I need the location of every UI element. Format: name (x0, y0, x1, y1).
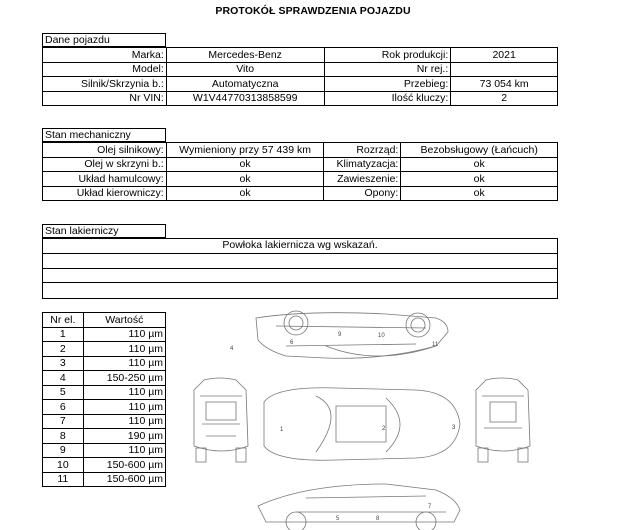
paint-line (43, 254, 557, 269)
table-row (43, 186, 558, 201)
mechanical-table (42, 142, 558, 201)
row-value: Mercedes-Benz (166, 48, 324, 63)
element-number: 11 (43, 472, 84, 487)
element-thickness: 110 µm (83, 356, 165, 371)
table-row (43, 371, 166, 386)
table-row (43, 472, 166, 487)
row-value-2: 2 (451, 91, 558, 106)
row-label: Olej silnikowy: (43, 143, 167, 158)
part-number-2: 2 (382, 426, 386, 432)
car-rear-view (476, 378, 530, 462)
element-number: 7 (43, 414, 84, 429)
car-plan-view (264, 388, 460, 460)
element-number: 4 (43, 371, 84, 386)
paint-notes-box (42, 238, 558, 299)
page-title: PROTOKÓŁ SPRAWDZENIA POJAZDU (215, 5, 411, 17)
row-label: Olej w skrzyni b.: (43, 157, 167, 172)
element-thickness: 150-600 µm (83, 458, 165, 473)
row-value: Wymieniony przy 57 439 km (166, 143, 324, 158)
row-label: Marka: (43, 48, 167, 63)
row-value: ok (166, 157, 324, 172)
row-value: W1V44770313858599 (166, 91, 324, 106)
table-row (43, 443, 166, 458)
table-row (43, 429, 166, 444)
element-number: 3 (43, 356, 84, 371)
mechanical-section-label: Stan mechaniczny (42, 128, 166, 142)
row-value: ok (166, 186, 324, 201)
part-number-6: 6 (290, 340, 294, 346)
table-row (43, 143, 558, 158)
element-number: 5 (43, 385, 84, 400)
table-row (43, 77, 558, 92)
table-row (43, 342, 166, 357)
part-number-7: 7 (428, 504, 432, 510)
element-number: 8 (43, 429, 84, 444)
vehicle-data-table (42, 47, 558, 106)
row-value-2: ok (401, 157, 558, 172)
element-thickness: 110 µm (83, 385, 165, 400)
element-thickness: 190 µm (83, 429, 165, 444)
table-row (43, 172, 558, 187)
table-row (43, 458, 166, 473)
table-row (43, 414, 166, 429)
element-number: 6 (43, 400, 84, 415)
paint-line (43, 283, 557, 298)
paint-thickness-table (42, 312, 166, 487)
row-label-2: Zawieszenie: (324, 172, 401, 187)
element-number: 2 (43, 342, 84, 357)
paint-line: Powłoka lakiernicza wg wskazań. (43, 239, 557, 254)
row-label-2: Opony: (324, 186, 401, 201)
row-label-2: Ilość kluczy: (324, 91, 451, 106)
element-thickness: 110 µm (83, 342, 165, 357)
row-label: Model: (43, 62, 167, 77)
row-value: Vito (166, 62, 324, 77)
row-value-2: 73 054 km (451, 77, 558, 92)
part-number-11: 11 (432, 342, 439, 348)
table-row (43, 91, 558, 106)
row-label-2: Rozrząd: (324, 143, 401, 158)
part-number-4: 4 (230, 346, 234, 352)
element-thickness: 110 µm (83, 443, 165, 458)
paint-line (43, 269, 557, 284)
table-row (43, 400, 166, 415)
element-number: 9 (43, 443, 84, 458)
car-body-diagram (186, 306, 550, 530)
row-label-2: Nr rej.: (324, 62, 451, 77)
element-number: 1 (43, 327, 84, 342)
table-row (43, 356, 166, 371)
table-row (43, 327, 166, 342)
part-number-3: 3 (452, 425, 456, 431)
element-thickness: 110 µm (83, 400, 165, 415)
row-label-2: Przebieg: (324, 77, 451, 92)
table-row (43, 62, 558, 77)
table-row (43, 385, 166, 400)
row-value-2: Bezobsługowy (Łańcuch) (401, 143, 558, 158)
row-value-2 (451, 62, 558, 77)
car-side-view-top (256, 311, 448, 358)
column-header-value: Wartość (83, 313, 165, 328)
element-thickness: 110 µm (83, 327, 165, 342)
part-number-10: 10 (378, 333, 385, 339)
element-thickness: 150-600 µm (83, 472, 165, 487)
element-number: 10 (43, 458, 84, 473)
row-label: Nr VIN: (43, 91, 167, 106)
element-thickness: 150-250 µm (83, 371, 165, 386)
part-number-1: 1 (280, 427, 284, 433)
part-number-9: 9 (338, 332, 342, 338)
row-label-2: Klimatyzacja: (324, 157, 401, 172)
row-value: ok (166, 172, 324, 187)
element-thickness: 110 µm (83, 414, 165, 429)
column-header-nr: Nr el. (43, 313, 84, 328)
table-row (43, 157, 558, 172)
row-label: Układ kierowniczy: (43, 186, 167, 201)
row-label-2: Rok produkcji: (324, 48, 451, 63)
row-value-2: 2021 (451, 48, 558, 63)
row-value-2: ok (401, 172, 558, 187)
paint-section-label: Stan lakierniczy (42, 224, 166, 238)
row-value: Automatyczna (166, 77, 324, 92)
row-label: Układ hamulcowy: (43, 172, 167, 187)
row-label: Silnik/Skrzynia b.: (43, 77, 167, 92)
part-number-8: 8 (376, 516, 380, 522)
part-number-5: 5 (336, 516, 340, 522)
vehicle-section-label: Dane pojazdu (42, 33, 166, 47)
row-value-2: ok (401, 186, 558, 201)
car-front-view (194, 378, 248, 462)
table-row (43, 48, 558, 63)
